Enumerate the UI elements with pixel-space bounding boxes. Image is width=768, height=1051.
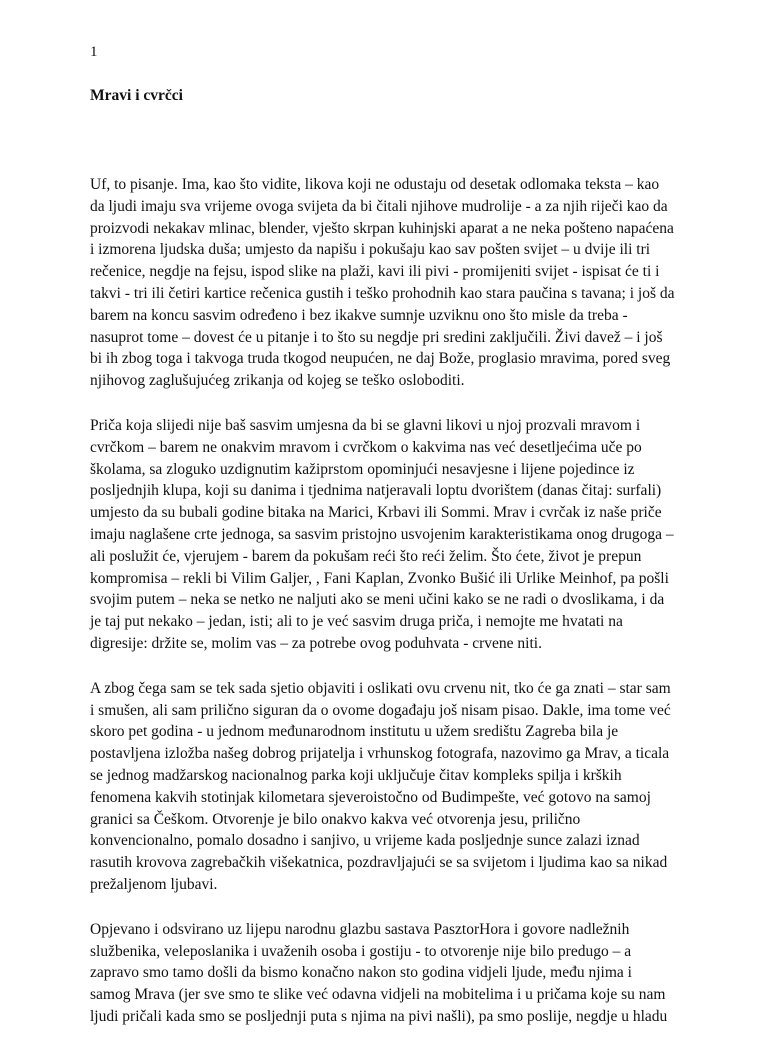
text-line: takvi - tri ili četiri kartice rečenica gustih i teško prohodnih kao stara paučina s tavana; i još da <box>90 284 675 302</box>
text-line: Priča koja slijedi nije baš sasvim umjesna da bi se glavni likovi u njoj prozvali mravom i <box>90 416 641 434</box>
text-line: konvencionalno, pomalo dosadno i sanjivo, u vrijeme kada posljednje sunce zalazi iznad <box>90 832 640 850</box>
text-line: digresije: držite se, molim vas – za potrebe ovog poduhvata - crvene niti. <box>90 634 542 652</box>
document-title: Mravi i cvrčci <box>90 87 183 104</box>
text-line: školama, sa zloguko uzdignutim kažiprstom opominjući nesavjesne i lijene pojedince iz <box>90 460 635 478</box>
text-line: A zbog čega sam se tek sada sjetio objaviti i oslikati ovu crvenu nit, tko će ga znati – star sam <box>90 679 671 697</box>
paragraph <box>90 678 690 896</box>
document-body <box>90 174 690 1051</box>
text-line: imaju naglašene crte jednoga, sa sasvim pristojno usvojenim karakteristikama onog drugoga – <box>90 525 674 543</box>
text-line: rečenice, negdje na fejsu, ispod slike na plaži, kavi ili pivi - promijeniti svijet - ispisat će ti i <box>90 263 660 281</box>
text-line: kompromisa – rekli bi Vilim Galjer, , Fani Kaplan, Zvonko Bušić ili Urlike Meinhof, pa pošli <box>90 569 669 587</box>
text-line: umjesto da su bubali godine bitaka na Marici, Krbavi ili Sommi. Mrav i cvrčak iz naše priče <box>90 504 662 522</box>
text-line: njihovog zaglušujućeg zrikanja od kojeg se teško osloboditi. <box>90 372 465 390</box>
text-line: cvrčkom – barem ne onakvim mravom i cvrčkom o kakvima nas već desetljećima uče po <box>90 438 642 456</box>
text-line: postavljena izložba našeg dobrog prijatelja i vrhunskog fotografa, nazovimo ga Mrav, a ticala <box>90 745 670 763</box>
text-line: ali poslužit će, vjerujem - barem da pokušam reći što reći želim. Što ćete, život je prepun <box>90 547 642 565</box>
text-line: proizvodi nekakav mlinac, blender, vješto skrpan kuhinjski aparat a ne neka pošteno napaćena <box>90 219 674 237</box>
text-line: bi ih zbog toga i takvoga truda tkogod neupućen, ne daj Bože, proglasio mravima, pored sveg <box>90 350 671 368</box>
text-line: zapravo smo tamo došli da bismo konačno nakon sto godina vidjeli ljude, među njima i <box>90 964 632 982</box>
text-line: je taj put nekako – jedan, isti; ali to je već sasvim druga priča, i nemojte me hvatati na <box>90 613 623 631</box>
text-line: barem na koncu sasvim određeno i bez ikakve sumnje uzviknu ono što misle da treba - <box>90 306 628 324</box>
text-line: da ljudi imaju sva vrijeme ovoga svijeta da bi čitali njihove mudrolije - a za njih riječi kao da <box>90 197 668 215</box>
paragraph <box>90 919 690 1028</box>
text-line: se jednog madžarskog nacionalnog parka koji uključuje čitav kompleks spilja i krških <box>90 766 622 784</box>
page-number: 1 <box>90 44 98 60</box>
text-line: skoro pet godina - u jednom međunarodnom institutu u užem središtu Zagreba bila je <box>90 723 619 741</box>
text-line: i smušen, ali sam prilično siguran da o ovome događaju još nisam pisao. Dakle, ima tome već <box>90 701 671 719</box>
text-line: Uf, to pisanje. Ima, kao što vidite, likova koji ne odustaju od desetak odlomaka teksta – kao <box>90 176 660 193</box>
text-line: fenomena kakvih stotinjak kilometara sjeveroistočno od Budimpešte, već gotovo na samoj <box>90 788 651 806</box>
text-line: i izmorena ljudska duša; umjesto da napišu i pokušaju kao sav pošten svijet – u dvije ili tri <box>90 241 651 259</box>
text-line: Opjevano i odsvirano uz lijepu narodnu glazbu sastava PasztorHora i govore nadležnih <box>90 920 630 938</box>
paragraph <box>90 415 690 655</box>
text-line: samog Mrava (jer sve smo te slike već odavna vidjeli na mobitelima i u pričama koje su nam <box>90 986 666 1004</box>
text-line: službenika, veleposlanika i uvaženih osoba i gostiju - to otvorenje nije bilo predugo – a <box>90 942 632 960</box>
text-line: svojim putem – neka se netko ne naljuti ako se meni učini kako se ne radi o dvoslikama, i da <box>90 591 665 609</box>
text-line: granici sa Češkom. Otvorenje je bilo onakvo kakva već otvorenja jesu, prilično <box>90 810 581 828</box>
text-line: ljudi pričali kada smo se posljednji puta s njima na pivi našli), pa smo poslije, negdje u hladu <box>90 1007 668 1025</box>
paragraph <box>90 174 690 392</box>
text-line: posljednjih klupa, koji su danima i tjednima natjeravali loptu dvorištem (danas čitaj: surfali) <box>90 482 662 500</box>
text-line: nasuprot tome – dovest će u pitanje i to što su negdje pri sredini zaključili. Živi davež – i još <box>90 328 663 346</box>
text-line: rasutih krovova zagrebačkih višekatnica, pozdravljajući se sa svijetom i ljudima kao sa nikad <box>90 854 668 872</box>
text-line: prežaljenom ljubavi. <box>90 875 218 893</box>
